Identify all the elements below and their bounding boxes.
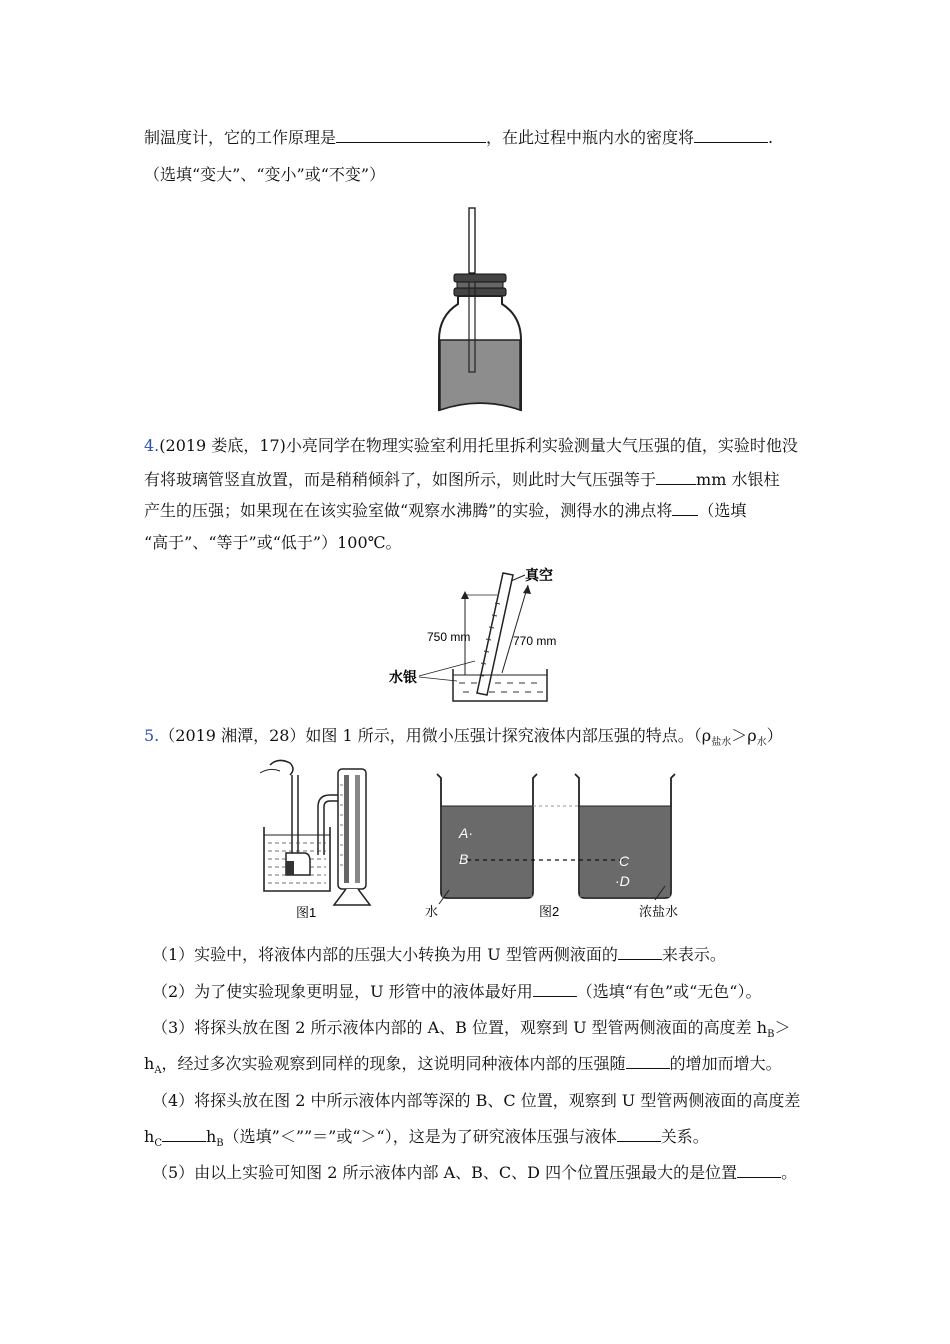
- answer-blank[interactable]: [672, 501, 698, 516]
- q5-intro: 5.（2019 湘潭，28）如图 1 所示，用微小压强计探究液体内部压强的特点。$(\rho_{盐水}>\rho_水)$: [144, 726, 783, 749]
- water-label: 水: [425, 904, 439, 919]
- fig2-caption: 图2: [539, 904, 560, 919]
- beakers-figure: [415, 768, 705, 920]
- q5-s3: （3）将探头放在图 2 所示液体内部的 A、B 位置，观察到 U 型管两侧液面的高度差 $h_B>$: [152, 1018, 791, 1041]
- vacuum-label: 真空: [525, 567, 553, 583]
- point-b-label: B: [459, 851, 469, 867]
- answer-blank[interactable]: [626, 1054, 670, 1069]
- q3-line1: 制温度计，它的工作原理是 ，在此过程中瓶内水的密度将 .: [144, 128, 774, 147]
- point-d-label: ·D: [615, 873, 630, 889]
- q5-s4: （4）将探头放在图 2 中所示液体内部等深的 B、C 位置，观察到 U 型管两侧液面的高度差: [152, 1091, 801, 1110]
- fig1-caption: 图1: [296, 905, 317, 920]
- q4-line2: 有将玻璃管竖直放置，而是稍稍倾斜了，如图所示，则此时大气压强等于 mm 水银柱: [144, 470, 780, 489]
- q4-line3: 产生的压强；如果现在在该实验室做“观察水沸腾”的实验，测得水的沸点将 （选填: [144, 501, 747, 520]
- height-770-label: 770 mm: [513, 634, 557, 648]
- answer-blank[interactable]: [656, 470, 696, 485]
- point-a-label: A·: [459, 825, 473, 841]
- pressure-gauge-figure: [250, 755, 380, 920]
- question-number: 5.: [144, 726, 160, 745]
- answer-blank[interactable]: [617, 1127, 661, 1142]
- q5-s1: （1）实验中，将液体内部的压强大小转换为用 U 型管两侧液面的 来表示。: [152, 945, 726, 964]
- height-750-label: 750 mm: [427, 630, 471, 644]
- q5-s5: （5）由以上实验可知图 2 所示液体内部 A、B、C、D 四个位置压强最大的是位置 。: [152, 1163, 798, 1182]
- point-c-label: C: [619, 853, 630, 869]
- answer-blank[interactable]: [694, 128, 768, 143]
- question-number: 4.: [144, 436, 160, 455]
- answer-blank[interactable]: [618, 945, 662, 960]
- q4-line1: 4.(2019 娄底，17)小亮同学在物理实验室利用托里拆利实验测量大气压强的值，实验时他没: [144, 436, 798, 455]
- answer-blank[interactable]: [533, 982, 577, 997]
- answer-blank[interactable]: [737, 1163, 781, 1178]
- q5-s2: （2）为了使实验现象更明显，U 形管中的液体最好用 （选填“有色”或“无色“）。: [152, 982, 762, 1001]
- mercury-label: 水银: [389, 669, 417, 685]
- q4-line4: “高于”、“等于”或“低于”）100℃。: [144, 533, 402, 552]
- q5-s3-cont: $h_A$，经过多次实验观察到同样的现象，这说明同种液体内部的压强随 的增加而增大。: [144, 1054, 782, 1077]
- bottle-figure: [425, 200, 535, 420]
- brine-label: 浓盐水: [639, 904, 679, 919]
- answer-blank[interactable]: [336, 128, 486, 143]
- q3-line2: （选填“变大”、“变小”或“不变”）: [144, 165, 386, 184]
- q5-s4-cont: $h_C$ $h_B$（选填”＜””＝”或“＞“），这是为了研究液体压强与液体 关系。: [144, 1127, 709, 1150]
- torricelli-figure: [385, 563, 575, 708]
- answer-blank[interactable]: [162, 1127, 206, 1142]
